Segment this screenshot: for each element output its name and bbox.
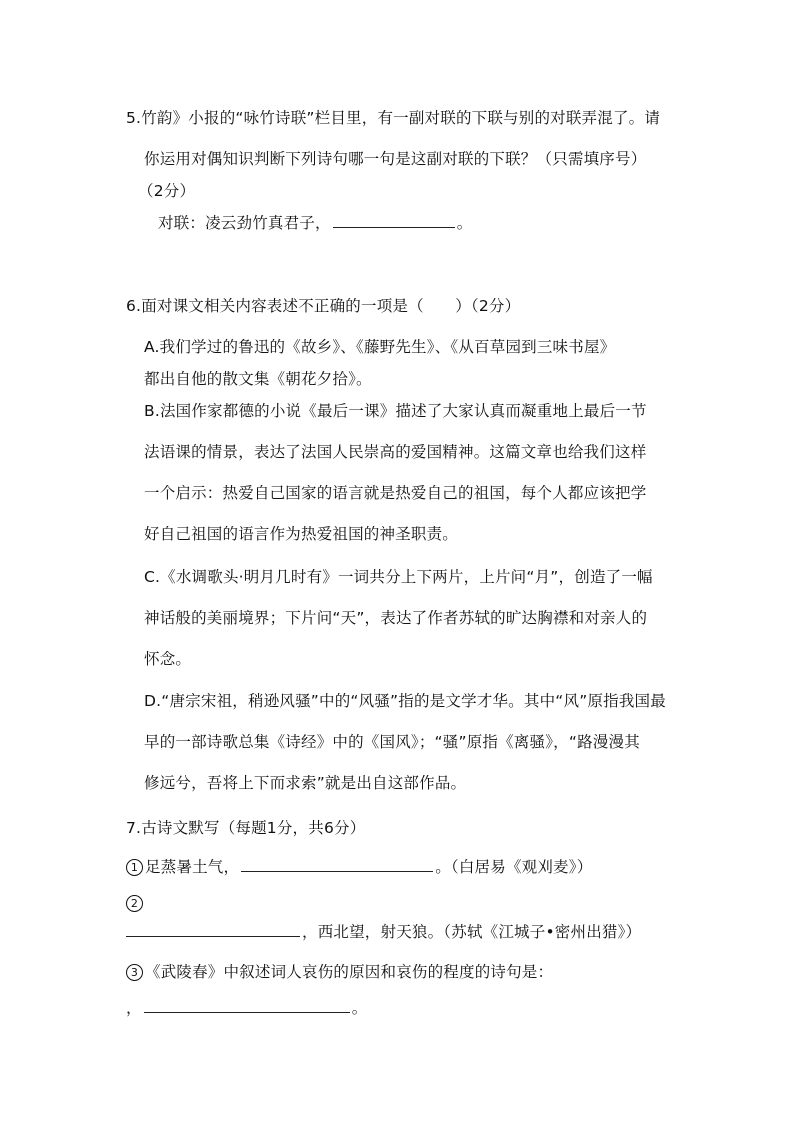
q6-option-c-line-2: 神话般的美丽境界；下片问“天”，表达了作者苏轼的旷达胸襟和对亲人的 (144, 609, 648, 627)
q7-item-2-blank[interactable] (126, 922, 300, 937)
q6-option-a-line-1: A.我们学过的鲁迅的《故乡》、《藤野先生》、《从百草园到三味书屋》 (144, 338, 616, 356)
q6-option-d-line-3: 修远兮，吾将上下而求索”就是出自这部作品。 (144, 774, 467, 792)
q6-option-c-line-1: C.《水调歌头·明月几时有》一词共分上下两片，上片问“月”，创造了一幅 (144, 568, 653, 586)
q7-item-3-text: 《武陵春》中叙述词人哀伤的原因和哀伤的程度的诗句是： (145, 963, 554, 981)
q7-item-3-prefix: ， (126, 999, 142, 1017)
q7-item-3-suffix: 。 (351, 999, 368, 1017)
q5-line-1: 5.竹韵》小报的“咏竹诗联”栏目里，有一副对联的下联与别的对联弄混了。请 (126, 109, 661, 127)
q7-item-1-suffix: 。（白居易《观刈麦》） (435, 858, 593, 876)
q5-points: （2分） (138, 182, 196, 200)
q6-option-d-line-2: 早的一部诗歌总集《诗经》中的《国风》；“骚”原指《离骚》，“路漫漫其 (144, 733, 640, 751)
q6-option-b-line-1: B.法国作家都德的小说《最后一课》描述了大家认真而凝重地上最后一节 (144, 402, 647, 420)
q5-couplet-end: 。 (456, 214, 473, 232)
q7-item-1 (126, 857, 592, 877)
q7-item-2-number (126, 893, 145, 913)
q7-item-3 (126, 962, 553, 982)
circled-number-2-icon: 2 (126, 895, 143, 912)
circled-number-3-icon: 3 (126, 964, 143, 981)
q7-stem: 7.古诗文默写（每题1分，共6分） (126, 819, 366, 837)
q6-option-d-line-1: D.“唐宗宋祖，稍逊风骚”中的“风骚”指的是文学才华。其中“风”原指我国最 (144, 692, 666, 710)
q7-item-1-prefix: 足蒸暑土气， (145, 858, 240, 876)
q5-couplet (158, 213, 472, 233)
q5-answer-blank[interactable] (333, 213, 455, 228)
q5-couplet-text: 对联：凌云劲竹真君子， (158, 214, 331, 232)
q7-item-2-suffix: ，西北望，射天狼。（苏轼《江城子•密州出猎》） (302, 923, 642, 941)
q7-item-1-blank[interactable] (241, 857, 433, 872)
q6-option-a-line-2: 都出自他的散文集《朝花夕拾》。 (144, 370, 372, 388)
q6-stem: 6.面对课文相关内容表述不正确的一项是（ ）（2分） (126, 297, 521, 315)
q5-line-2: 你运用对偶知识判断下列诗句哪一句是这副对联的下联？（只需填序号） (144, 150, 647, 168)
q6-option-b-line-2: 法语课的情景，表达了法国人民崇高的爱国精神。这篇文章也给我们这样 (144, 443, 647, 461)
q6-option-c-line-3: 怀念。 (144, 650, 192, 668)
q6-option-b-line-4: 好自己祖国的语言作为热爱祖国的神圣职责。 (144, 525, 459, 543)
circled-number-1-icon: 1 (126, 859, 143, 876)
q7-item-3-answer (126, 998, 367, 1018)
q7-item-2 (126, 922, 641, 942)
q6-option-b-line-3: 一个启示：热爱自己国家的语言就是热爱自己的祖国，每个人都应该把学 (144, 484, 647, 502)
q7-item-3-blank[interactable] (144, 998, 350, 1013)
